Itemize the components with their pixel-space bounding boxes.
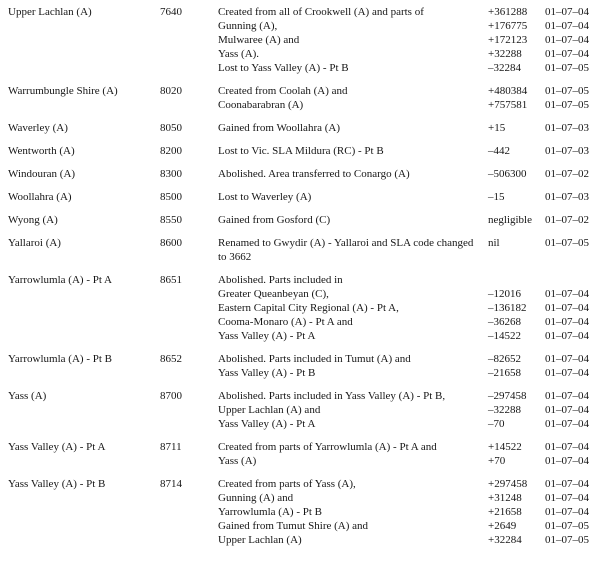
table-row [8, 352, 608, 380]
code-cell: 7640 [160, 6, 182, 18]
table-line [8, 47, 608, 61]
description-cell: Yass Valley (A) - Pt B [218, 367, 316, 379]
area-name-cell [8, 329, 160, 343]
date-cell: 01–07–03 [545, 145, 589, 157]
area-name-cell: Windouran (A) [8, 168, 76, 180]
value-cell: +297458 [488, 478, 528, 490]
table-line [8, 190, 608, 204]
table-row [8, 389, 608, 431]
date-cell: 01–07–04 [545, 6, 589, 18]
table-line [8, 144, 608, 158]
code-cell [160, 403, 218, 417]
table-line [8, 167, 608, 181]
table-line [8, 273, 608, 287]
date-cell: 01–07–04 [545, 418, 589, 430]
description-cell: Yass (A) [218, 455, 257, 467]
description-cell: Eastern Capital City Regional (A) - Pt A, [218, 302, 399, 314]
table-row [8, 5, 608, 75]
code-cell: 8050 [160, 122, 182, 134]
date-cell: 01–07–04 [545, 34, 589, 46]
value-cell: +480384 [488, 85, 528, 97]
value-cell: –506300 [488, 168, 527, 180]
value-cell: nil [488, 237, 500, 249]
date-cell: 01–07–05 [545, 534, 589, 546]
area-name-cell: Yarrowlumla (A) - Pt B [8, 353, 112, 365]
description-cell: Yass Valley (A) - Pt A [218, 330, 316, 342]
date-cell: 01–07–02 [545, 214, 589, 226]
date-cell: 01–07–05 [545, 62, 589, 74]
description-cell: Abolished. Area transferred to Conargo (A) [218, 168, 410, 180]
date-cell: 01–07–04 [545, 441, 589, 453]
area-name-cell [8, 403, 160, 417]
value-cell: +70 [488, 455, 506, 467]
value-cell: +14522 [488, 441, 522, 453]
value-cell: +361288 [488, 6, 528, 18]
area-name-cell [8, 533, 160, 547]
date-cell: 01–07–03 [545, 122, 589, 134]
table-line [8, 519, 608, 533]
value-cell: +2649 [488, 520, 517, 532]
code-cell [160, 19, 218, 33]
code-cell: 8300 [160, 168, 182, 180]
table-line [8, 389, 608, 403]
area-name-cell: Waverley (A) [8, 122, 68, 134]
date-cell: 01–07–04 [545, 478, 589, 490]
date-cell: 01–07–05 [545, 99, 589, 111]
value-cell [488, 273, 545, 287]
date-cell: 01–07–04 [545, 288, 589, 300]
code-cell [160, 33, 218, 47]
area-name-cell: Yass (A) [8, 390, 47, 402]
date-cell [545, 250, 600, 264]
code-cell: 8200 [160, 145, 182, 157]
table-row [8, 273, 608, 343]
date-cell: 01–07–04 [545, 492, 589, 504]
code-cell: 8714 [160, 478, 182, 490]
area-name-cell: Yass Valley (A) - Pt A [8, 441, 106, 453]
value-cell: +757581 [488, 99, 528, 111]
description-cell: Gunning (A), [218, 20, 278, 32]
date-cell: 01–07–03 [545, 191, 589, 203]
description-cell: Lost to Vic. SLA Mildura (RC) - Pt B [218, 145, 384, 157]
value-cell: –82652 [488, 353, 521, 365]
value-cell: –14522 [488, 330, 521, 342]
table-row [8, 213, 608, 227]
area-name-cell [8, 417, 160, 431]
area-name-cell [8, 519, 160, 533]
description-cell: Upper Lachlan (A) [218, 534, 302, 546]
area-name-cell [8, 33, 160, 47]
value-cell: –32284 [488, 62, 521, 74]
value-cell [488, 250, 545, 264]
area-name-cell [8, 287, 160, 301]
value-cell: –12016 [488, 288, 521, 300]
table-line [8, 121, 608, 135]
area-name-cell: Wyong (A) [8, 214, 58, 226]
area-name-cell: Yass Valley (A) - Pt B [8, 478, 106, 490]
description-cell: Yass Valley (A) - Pt A [218, 418, 316, 430]
table-line [8, 352, 608, 366]
value-cell: –32288 [488, 404, 521, 416]
description-cell: Greater Queanbeyan (C), [218, 288, 329, 300]
date-cell: 01–07–04 [545, 302, 589, 314]
area-name-cell [8, 491, 160, 505]
description-cell: Created from parts of Yarrowlumla (A) - Pt A and [218, 441, 437, 453]
area-name-cell [8, 250, 160, 264]
area-name-cell: Yarrowlumla (A) - Pt A [8, 274, 112, 286]
value-cell: +15 [488, 122, 506, 134]
value-cell: +32288 [488, 48, 522, 60]
code-cell [160, 301, 218, 315]
area-name-cell [8, 19, 160, 33]
table-line [8, 505, 608, 519]
value-cell: +31248 [488, 492, 522, 504]
code-cell [160, 533, 218, 547]
table-line [8, 5, 608, 19]
code-cell: 8550 [160, 214, 182, 226]
description-cell: Renamed to Gwydir (A) - Yallaroi and SLA code changed [218, 237, 474, 249]
code-cell [160, 519, 218, 533]
area-name-cell: Upper Lachlan (A) [8, 6, 92, 18]
description-cell: Created from all of Crookwell (A) and parts of [218, 6, 424, 18]
description-cell: Lost to Waverley (A) [218, 191, 312, 203]
code-cell: 8020 [160, 85, 182, 97]
date-cell: 01–07–04 [545, 20, 589, 32]
area-name-cell: Warrumbungle Shire (A) [8, 85, 118, 97]
table-line [8, 403, 608, 417]
date-cell: 01–07–02 [545, 168, 589, 180]
description-cell: Created from parts of Yass (A), [218, 478, 356, 490]
value-cell: –70 [488, 418, 505, 430]
area-name-cell [8, 454, 160, 468]
value-cell: –21658 [488, 367, 521, 379]
table-line [8, 287, 608, 301]
value-cell: +21658 [488, 506, 522, 518]
area-name-cell [8, 505, 160, 519]
table-row [8, 477, 608, 547]
description-cell: Gained from Woollahra (A) [218, 122, 341, 134]
code-cell [160, 491, 218, 505]
table-row [8, 84, 608, 112]
table-line [8, 329, 608, 343]
code-cell [160, 61, 218, 75]
table-line [8, 61, 608, 75]
value-cell: –36268 [488, 316, 521, 328]
date-cell: 01–07–04 [545, 330, 589, 342]
description-cell: Cooma-Monaro (A) - Pt A and [218, 316, 353, 328]
area-name-cell [8, 301, 160, 315]
code-cell: 8652 [160, 353, 182, 365]
value-cell: +32284 [488, 534, 522, 546]
area-name-cell: Wentworth (A) [8, 145, 75, 157]
description-cell: Mulwaree (A) and [218, 34, 300, 46]
date-cell: 01–07–05 [545, 237, 589, 249]
table-line [8, 250, 608, 264]
table-line [8, 33, 608, 47]
table-line [8, 477, 608, 491]
code-cell [160, 250, 218, 264]
table-line [8, 440, 608, 454]
code-cell [160, 287, 218, 301]
code-cell [160, 366, 218, 380]
description-cell: Upper Lachlan (A) and [218, 404, 321, 416]
date-cell: 01–07–04 [545, 404, 589, 416]
table-line [8, 301, 608, 315]
code-cell [160, 47, 218, 61]
value-cell: –15 [488, 191, 505, 203]
description-cell: Abolished. Parts included in Tumut (A) and [218, 353, 411, 365]
code-cell [160, 505, 218, 519]
table-row [8, 144, 608, 158]
value-cell: +176775 [488, 20, 528, 32]
table-row [8, 121, 608, 135]
area-name-cell [8, 98, 160, 112]
value-cell: +172123 [488, 34, 528, 46]
value-cell: –442 [488, 145, 510, 157]
description-cell: Yass (A). [218, 48, 260, 60]
date-cell: 01–07–05 [545, 520, 589, 532]
area-name-cell: Yallaroi (A) [8, 237, 61, 249]
description-cell: Coonabarabran (A) [218, 99, 304, 111]
value-cell: –297458 [488, 390, 527, 402]
area-name-cell [8, 366, 160, 380]
date-cell: 01–07–04 [545, 506, 589, 518]
table-line [8, 533, 608, 547]
code-cell: 8700 [160, 390, 182, 402]
description-cell: Abolished. Parts included in Yass Valley (A) - Pt B, [218, 390, 446, 402]
description-cell: Lost to Yass Valley (A) - Pt B [218, 62, 349, 74]
code-cell [160, 329, 218, 343]
date-cell: 01–07–05 [545, 85, 589, 97]
area-name-cell [8, 47, 160, 61]
area-name-cell [8, 315, 160, 329]
table-row [8, 167, 608, 181]
table-row [8, 190, 608, 204]
code-cell [160, 315, 218, 329]
table-line [8, 84, 608, 98]
table-line [8, 98, 608, 112]
table-line [8, 366, 608, 380]
date-cell: 01–07–04 [545, 48, 589, 60]
code-cell [160, 454, 218, 468]
description-cell: Gained from Gosford (C) [218, 214, 331, 226]
code-cell: 8711 [160, 441, 182, 453]
date-cell: 01–07–04 [545, 367, 589, 379]
date-cell: 01–07–04 [545, 353, 589, 365]
table-row [8, 236, 608, 264]
description-cell: Created from Coolah (A) and [218, 85, 348, 97]
value-cell: –136182 [488, 302, 527, 314]
date-cell: 01–07–04 [545, 390, 589, 402]
table-line [8, 417, 608, 431]
date-cell [545, 273, 600, 287]
description-cell: Yarrowlumla (A) - Pt B [218, 506, 322, 518]
table-line [8, 454, 608, 468]
table-line [8, 19, 608, 33]
code-cell: 8600 [160, 237, 182, 249]
code-cell [160, 98, 218, 112]
area-name-cell [8, 61, 160, 75]
table-row [8, 440, 608, 468]
description-cell: Gained from Tumut Shire (A) and [218, 520, 369, 532]
code-cell: 8500 [160, 191, 182, 203]
table-line [8, 315, 608, 329]
table-line [8, 213, 608, 227]
description-cell: Gunning (A) and [218, 492, 294, 504]
table-line [8, 236, 608, 250]
description-cell: to 3662 [218, 251, 252, 263]
area-name-cell: Woollahra (A) [8, 191, 72, 203]
table-line [8, 491, 608, 505]
description-cell: Abolished. Parts included in [218, 274, 343, 286]
date-cell: 01–07–04 [545, 316, 589, 328]
code-cell: 8651 [160, 274, 182, 286]
date-cell: 01–07–04 [545, 455, 589, 467]
value-cell: negligible [488, 214, 532, 226]
code-cell [160, 417, 218, 431]
